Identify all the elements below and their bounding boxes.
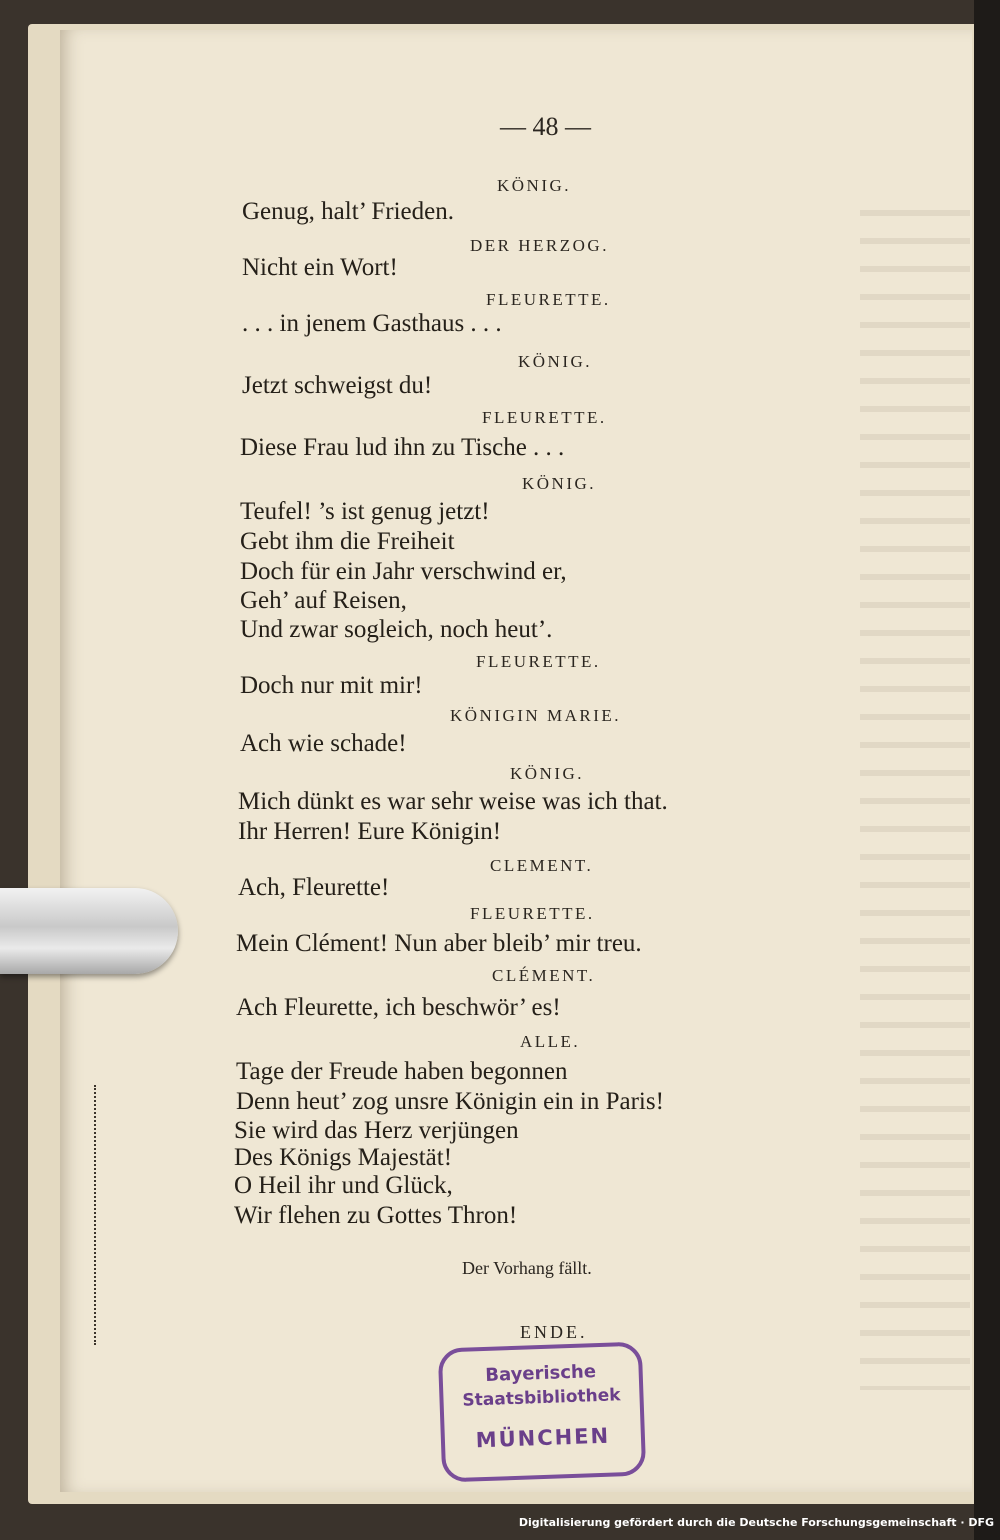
end-marker: ENDE.: [520, 1322, 588, 1342]
stamp-line-3: MÜNCHEN: [475, 1423, 611, 1453]
stamp-line-2: Staatsbibliothek: [462, 1385, 621, 1411]
speaker-name: KÖNIG.: [497, 176, 572, 195]
verse-line: Teufel! ’s ist genug jetzt!: [240, 498, 490, 525]
verse-line: Wir flehen zu Gottes Thron!: [234, 1202, 518, 1229]
verse-line: . . . in jenem Gasthaus . . .: [242, 310, 502, 337]
verse-line: O Heil ihr und Glück,: [234, 1172, 453, 1199]
speaker-name: FLEURETTE.: [476, 652, 601, 671]
speaker-name: FLEURETTE.: [482, 408, 607, 427]
speaker-name: DER HERZOG.: [470, 236, 609, 255]
speaker-name: KÖNIG.: [522, 474, 597, 493]
verse-line: Nicht ein Wort!: [242, 254, 398, 281]
speaker-name: FLEURETTE.: [470, 904, 595, 923]
book-spine-edge: [974, 0, 1000, 1540]
verse-line: Mein Clément! Nun aber bleib’ mir treu.: [236, 930, 642, 957]
verse-line: Ach wie schade!: [240, 730, 407, 757]
verse-line: Ach Fleurette, ich beschwör’ es!: [236, 994, 561, 1021]
speaker-name: CLÉMENT.: [492, 966, 596, 985]
stamp-line-1: Bayerische: [484, 1361, 597, 1386]
verse-line: Tage der Freude haben begonnen: [236, 1058, 568, 1085]
verse-line: Diese Frau lud ihn zu Tische . . .: [240, 434, 565, 461]
verse-line: Doch nur mit mir!: [240, 672, 423, 699]
verse-line: Mich dünkt es war sehr weise was ich that.: [238, 788, 668, 815]
library-stamp: [438, 1341, 647, 1482]
speaker-name: ALLE.: [520, 1032, 581, 1051]
margin-marks: [94, 1085, 102, 1345]
speaker-name: KÖNIGIN MARIE.: [450, 706, 621, 725]
stage-direction: Der Vorhang fällt.: [462, 1258, 592, 1278]
verse-line: Ach, Fleurette!: [238, 874, 390, 901]
verse-line: Ihr Herren! Eure Königin!: [238, 818, 502, 845]
verse-line: Denn heut’ zog unsre Königin ein in Paris!: [236, 1088, 664, 1115]
verse-line: Und zwar sogleich, noch heut’.: [240, 616, 553, 643]
speaker-name: KÖNIG.: [518, 352, 593, 371]
bleed-through-text: [860, 210, 970, 1390]
verse-line: Geh’ auf Reisen,: [240, 587, 407, 614]
speaker-name: FLEURETTE.: [486, 290, 611, 309]
verse-line: Des Königs Majestät!: [234, 1144, 453, 1171]
verse-line: Gebt ihm die Freiheit: [240, 528, 455, 555]
verse-line: Genug, halt’ Frieden.: [242, 198, 454, 225]
verse-line: Sie wird das Herz verjüngen: [234, 1117, 519, 1144]
verse-line: Doch für ein Jahr verschwind er,: [240, 558, 567, 585]
speaker-name: KÖNIG.: [510, 764, 585, 783]
page-clip: [0, 888, 178, 974]
verse-line: Jetzt schweigst du!: [242, 372, 433, 399]
digitization-credit: Digitalisierung gefördert durch die Deutsche Forschungsgemeinschaft · DFG: [518, 1516, 994, 1529]
speaker-name: CLEMENT.: [490, 856, 594, 875]
page-number: — 48 —: [500, 112, 591, 141]
